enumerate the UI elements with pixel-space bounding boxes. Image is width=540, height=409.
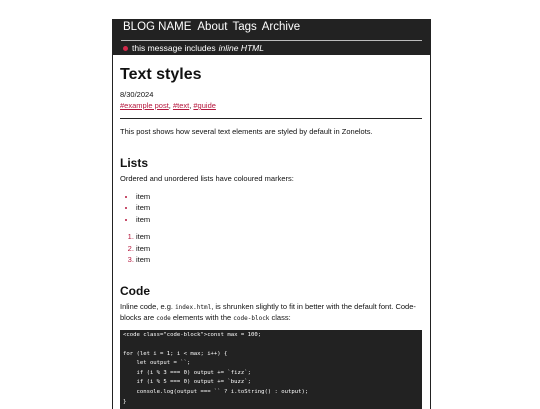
header-bar <box>113 19 430 55</box>
code-line: console.log(output === `` ? i.toString() : output); <box>123 388 419 398</box>
blog-name-link[interactable]: BLOG NAME <box>123 21 191 33</box>
inline-code-index: index.html <box>175 304 211 311</box>
list-item: • item <box>136 202 422 214</box>
lists-heading: Lists <box>120 156 422 170</box>
notice-text: this message includes <box>132 43 216 53</box>
notice-emphasis: inline HTML <box>219 43 264 53</box>
post-title: Text styles <box>120 66 422 84</box>
title-divider <box>120 118 422 119</box>
post-intro: This post shows how several text elements are styled by default in Zonelots. <box>120 127 422 138</box>
list-item: • item <box>136 191 422 203</box>
code-line: } <box>123 398 419 408</box>
code-line: if (i % 3 === 0) output += `fizz`; <box>123 369 419 379</box>
code-heading: Code <box>120 284 422 298</box>
notice-dot-icon <box>123 46 128 51</box>
lists-description: Ordered and unordered lists have coloured markers: <box>120 174 422 185</box>
post-content <box>113 55 430 409</box>
ordered-list <box>120 231 422 266</box>
notice-banner <box>113 41 430 55</box>
list-item: 2. item <box>136 243 422 255</box>
tag-link-guide[interactable]: #guide <box>193 101 216 110</box>
code-line: for (let i = 1; i < max; i++) { <box>123 350 419 360</box>
tag-link-example-post[interactable]: #example post <box>120 101 169 110</box>
nav-link-about[interactable]: About <box>197 21 227 33</box>
nav-link-archive[interactable]: Archive <box>262 21 300 33</box>
blog-page <box>112 19 431 409</box>
list-item: • item <box>136 214 422 226</box>
inline-code-code: code <box>156 315 170 322</box>
post-date: 8/30/2024 <box>120 90 422 99</box>
inline-code-code-block: code-block <box>233 315 269 322</box>
code-line: let output = ``; <box>123 359 419 369</box>
unordered-list <box>120 191 422 226</box>
nav-link-tags[interactable]: Tags <box>232 21 256 33</box>
post-tags: #example post, #text, #guide <box>120 101 422 110</box>
code-block <box>120 330 422 409</box>
code-line: <code class="code-block">const max = 100; <box>123 331 419 341</box>
nav-bar <box>113 19 430 40</box>
code-line: if (i % 5 === 0) output += `buzz`; <box>123 378 419 388</box>
tag-link-text[interactable]: #text <box>173 101 189 110</box>
list-item: 3. item <box>136 254 422 266</box>
list-item: 1. item <box>136 231 422 243</box>
code-description: Inline code, e.g. index.html, is shrunken slightly to fit in better with the default font. Code-blocks are code elements with the code-block class: <box>120 302 422 324</box>
code-line <box>123 340 419 350</box>
